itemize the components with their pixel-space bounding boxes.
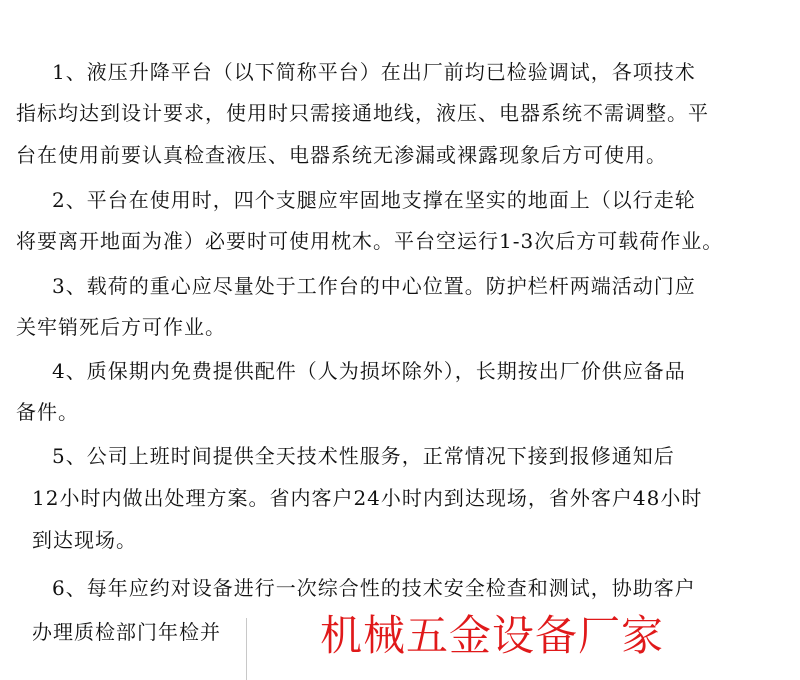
paragraph-6-line-2: 办理质检部门年检并	[32, 620, 221, 644]
paragraph-1-line-2: 指标均达到设计要求，使用时只需接通地线，液压、电器系统不需调整。平	[16, 101, 709, 125]
paragraph-5-line-1: 5、公司上班时间提供全天技术性服务，正常情况下接到报修通知后	[52, 444, 675, 468]
paragraph-3-line-1: 3、载荷的重心应尽量处于工作台的中心位置。防护栏杆两端活动门应	[52, 274, 696, 298]
paragraph-6-line-1: 6、每年应约对设备进行一次综合性的技术安全检查和测试，协助客户	[52, 576, 696, 600]
paragraph-1-line-3: 台在使用前要认真检查液压、电器系统无渗漏或裸露现象后方可使用。	[16, 143, 667, 167]
paragraph-4-line-2: 备件。	[16, 400, 79, 424]
crop-divider	[246, 618, 247, 680]
paragraph-2-line-2: 将要离开地面为准）必要时可使用枕木。平台空运行1-3次后方可载荷作业。	[16, 229, 724, 253]
paragraph-5-line-3: 到达现场。	[32, 528, 137, 552]
paragraph-2-line-1: 2、平台在使用时，四个支腿应牢固地支撑在坚实的地面上（以行走轮	[52, 188, 696, 212]
paragraph-4-line-1: 4、质保期内免费提供配件（人为损坏除外），长期按出厂价供应备品	[52, 359, 686, 383]
paragraph-1-line-1: 1、液压升降平台（以下简称平台）在出厂前均已检验调试，各项技术	[52, 60, 696, 84]
paragraph-5-line-2: 12小时内做出处理方案。省内客户24小时内到达现场，省外客户48小时	[32, 486, 703, 510]
paragraph-3-line-2: 关牢销死后方可作业。	[16, 315, 226, 339]
watermark-text: 机械五金设备厂家	[320, 611, 665, 660]
